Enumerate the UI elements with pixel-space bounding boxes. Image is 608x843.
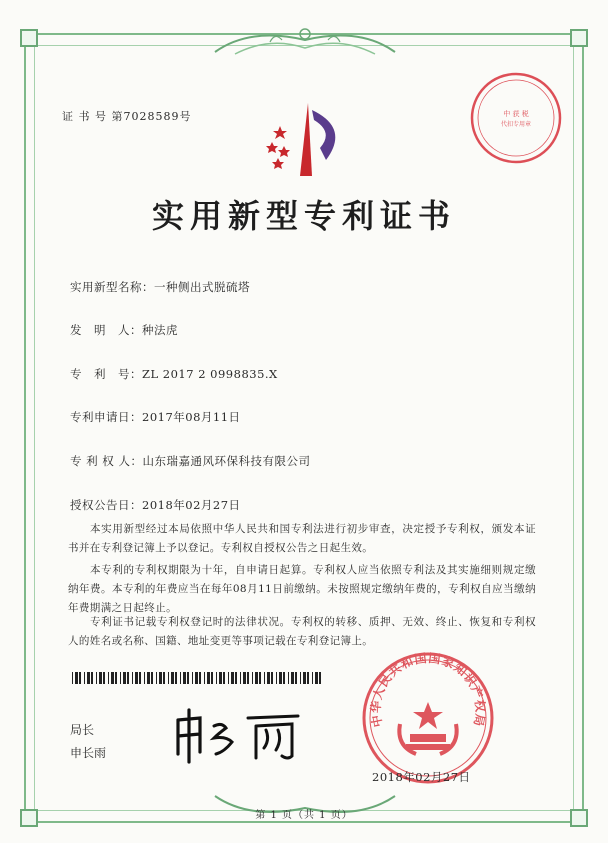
svg-text:代扣专用章: 代扣专用章 (500, 121, 532, 128)
cnipa-official-seal (360, 650, 496, 786)
body-paragraph: 本专利的专利权期限为十年，自申请日起算。专利权人应当依照专利法及其实施细则规定缴纳年费。本专利的年费应当在每年08月11日前缴纳。未按照规定缴纳年费的，专利权自应当缴纳年费期满之日起终止。 (68, 564, 536, 614)
tax-office-seal (468, 70, 564, 166)
field-value: ZL 2017 2 0998835.X (142, 367, 278, 381)
svg-text:中 获 税: 中 获 税 (503, 110, 529, 118)
body-paragraph: 本实用新型经过本局依照中华人民共和国专利法进行初步审查，决定授予专利权，颁发本证书并在专利登记簿上予以登记。专利权自授权公告之日起生效。 (68, 523, 536, 554)
field-label: 授权公告日： (70, 498, 142, 512)
field-label: 发 明 人： (70, 323, 142, 337)
field-value: 一种侧出式脱硫塔 (154, 280, 250, 294)
field-value: 2017年08月11日 (142, 410, 241, 424)
top-ornament (210, 22, 400, 60)
field-filing-date (70, 409, 241, 425)
field-value: 2018年02月27日 (142, 498, 241, 512)
svg-text:中华人民共和国国家知识产权局: 中华人民共和国国家知识产权局 (368, 650, 488, 729)
handwritten-signature (170, 704, 310, 764)
cnipa-emblem-icon (262, 98, 352, 178)
issue-date: 2018年02月27日 (372, 770, 471, 784)
field-label: 专 利 号： (70, 367, 142, 381)
page-number: 第 1 页（共 1 页） (255, 810, 353, 821)
body-paragraph: 专利证书记载专利权登记时的法律状况。专利权的转移、质押、无效、终止、恢复和专利权人的姓名或名称、国籍、地址变更等事项记载在专利登记簿上。 (68, 616, 536, 647)
corner-ornament (570, 29, 588, 47)
field-inventor (70, 322, 178, 338)
field-label: 专 利 权 人： (70, 454, 143, 468)
field-label: 实用新型名称： (70, 280, 154, 294)
field-label: 专利申请日： (70, 410, 142, 424)
field-grant-date (70, 497, 241, 513)
field-model-name (70, 279, 250, 295)
field-patentee (70, 453, 310, 469)
signatory-name: 申长雨 (70, 746, 107, 760)
document-title: 实用新型专利证书 (151, 197, 456, 235)
certificate-number: 证 书 号 第7028589号 (62, 110, 192, 123)
signatory-title: 局长 (70, 723, 95, 737)
field-patent-no (70, 366, 278, 382)
corner-ornament (20, 29, 38, 47)
field-value: 山东瑞嘉通风环保科技有限公司 (142, 454, 311, 468)
barcode-strip (72, 672, 327, 684)
field-value: 种法虎 (142, 323, 178, 337)
